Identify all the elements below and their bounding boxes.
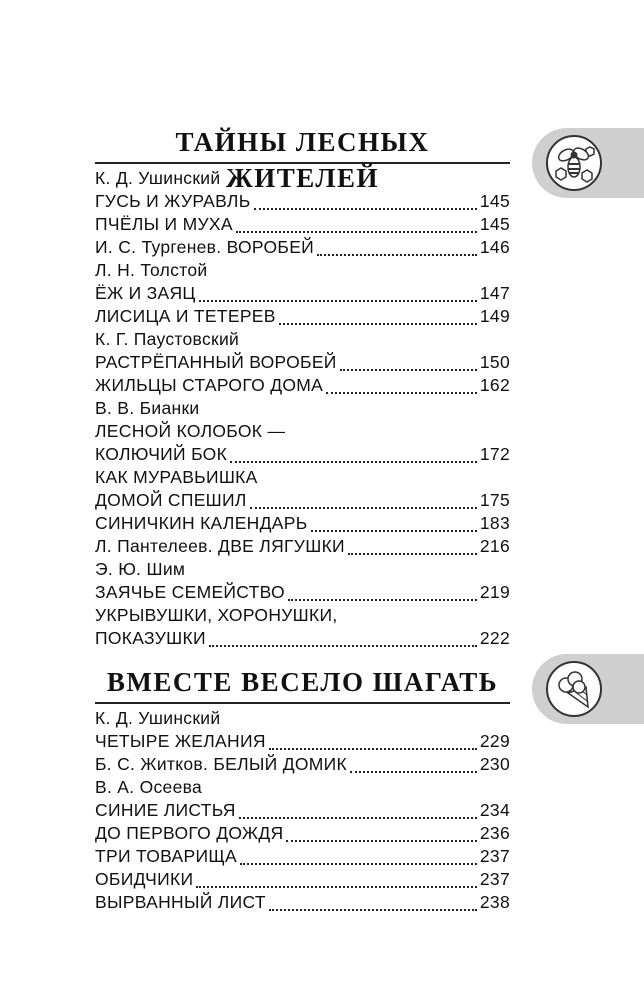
toc-entry-page: 237	[479, 869, 510, 889]
toc-entry	[95, 707, 510, 730]
toc-entry	[95, 305, 510, 328]
toc-entry-title: КАК МУРАВЬИШКА	[95, 467, 258, 487]
dot-leader	[239, 817, 477, 819]
toc-entry-title: РАСТРЁПАННЫЙ ВОРОБЕЙ	[95, 352, 337, 372]
toc-entry	[95, 328, 510, 351]
toc-entry-title: Л. Пантелеев. ДВЕ ЛЯГУШКИ	[95, 536, 345, 556]
toc-entry	[95, 581, 510, 604]
dot-leader	[250, 507, 477, 509]
toc-entry-title: ПЧЁЛЫ И МУХА	[95, 214, 233, 234]
toc-entry	[95, 776, 510, 799]
toc-entry-page: 183	[479, 513, 510, 533]
toc-entry-title: ЛИСИЦА И ТЕТЕРЕВ	[95, 306, 276, 326]
toc-entry-page: 147	[479, 283, 510, 303]
toc-entry	[95, 845, 510, 868]
toc-entry	[95, 259, 510, 282]
toc-entry-page: 150	[479, 352, 510, 372]
dot-leader	[317, 254, 477, 256]
dot-leader	[236, 231, 477, 233]
dot-leader	[254, 208, 477, 210]
toc-entry	[95, 868, 510, 891]
toc-entry	[95, 374, 510, 397]
toc-entry-page: 236	[479, 823, 510, 843]
toc-entry	[95, 799, 510, 822]
toc-entry-page: 222	[479, 628, 510, 648]
toc-entry-page: 145	[479, 214, 510, 234]
toc-entry-title: ЛЕСНОЙ КОЛОБОК —	[95, 421, 286, 441]
section-tab	[532, 128, 644, 198]
dot-leader	[230, 461, 477, 463]
toc-entry-title: К. Д. Ушинский	[95, 168, 221, 188]
toc-entry	[95, 213, 510, 236]
title-divider	[95, 702, 510, 704]
toc-entry-page: 219	[479, 582, 510, 602]
toc-entry-title: К. Г. Паустовский	[95, 329, 240, 349]
toc-entry	[95, 236, 510, 259]
dot-leader	[209, 645, 477, 647]
toc-entry	[95, 730, 510, 753]
dot-leader	[269, 909, 477, 911]
dot-leader	[340, 369, 477, 371]
dot-leader	[326, 392, 477, 394]
toc-entry	[95, 282, 510, 305]
toc-entry-title: Э. Ю. Шим	[95, 559, 186, 579]
toc-entry	[95, 627, 510, 650]
section-tab	[532, 654, 644, 724]
toc-entry-title: В. В. Бианки	[95, 398, 200, 418]
toc-entry-page: 230	[479, 754, 510, 774]
toc-entry-title: ЧЕТЫРЕ ЖЕЛАНИЯ	[95, 731, 266, 751]
dot-leader	[286, 840, 476, 842]
dot-leader	[348, 553, 477, 555]
toc-entry-page: 162	[479, 375, 510, 395]
section-title: ВМЕСТЕ ВЕСЕЛО ШАГАТЬ	[106, 667, 499, 697]
toc-entry-page: 229	[479, 731, 510, 751]
toc-entry-title: СИНИЕ ЛИСТЬЯ	[95, 800, 236, 820]
toc-entry-page: 175	[479, 490, 510, 510]
toc-entry-title: КОЛЮЧИЙ БОК	[95, 444, 228, 464]
dot-leader	[288, 599, 477, 601]
dot-leader	[199, 300, 477, 302]
toc-entry-title: СИНИЧКИН КАЛЕНДАРЬ	[95, 513, 308, 533]
toc-entry-title: В. А. Осеева	[95, 777, 203, 797]
dot-leader	[196, 886, 477, 888]
toc-entry-page: 238	[479, 892, 510, 912]
toc-entry-title: ЖИЛЬЦЫ СТАРОГО ДОМА	[95, 375, 324, 395]
toc-entry-page: 234	[479, 800, 510, 820]
toc-entry-title: И. С. Тургенев. ВОРОБЕЙ	[95, 237, 315, 257]
toc-entry-page: 216	[479, 536, 510, 556]
dot-leader	[240, 863, 477, 865]
toc-entry-title: Б. С. Житков. БЕЛЫЙ ДОМИК	[95, 754, 348, 774]
section-title: ТАЙНЫ ЛЕСНЫХ ЖИТЕЛЕЙ	[175, 127, 430, 193]
bee-icon	[546, 135, 602, 191]
toc-entry-title: ЗАЯЧЬЕ СЕМЕЙСТВО	[95, 582, 285, 602]
toc-entry-title: ТРИ ТОВАРИЩА	[95, 846, 238, 866]
toc-entry	[95, 466, 510, 489]
toc-entry-title: ОБИДЧИКИ	[95, 869, 194, 889]
toc-entry-page: 237	[479, 846, 510, 866]
toc-entry-title: ВЫРВАННЫЙ ЛИСТ	[95, 892, 266, 912]
toc-entry-title: УКРЫВУШКИ, ХОРОНУШКИ,	[95, 605, 338, 625]
toc-entry	[95, 558, 510, 581]
toc-entry	[95, 535, 510, 558]
dot-leader	[269, 748, 477, 750]
toc-entry	[95, 822, 510, 845]
toc-list	[95, 707, 510, 914]
toc-entry-page: 172	[479, 444, 510, 464]
toc-entry-page: 146	[479, 237, 510, 257]
toc-entry-title: ГУСЬ И ЖУРАВЛЬ	[95, 191, 251, 211]
section-forest-secrets	[95, 124, 510, 650]
toc-entry	[95, 489, 510, 512]
toc-entry-title: ДОМОЙ СПЕШИЛ	[95, 490, 247, 510]
toc-entry	[95, 397, 510, 420]
toc-entry	[95, 443, 510, 466]
toc-list	[95, 167, 510, 650]
toc-entry	[95, 753, 510, 776]
ice-cream-icon	[546, 661, 602, 717]
dot-leader	[279, 323, 477, 325]
toc-entry-title: ПОКАЗУШКИ	[95, 628, 206, 648]
toc-entry-title: ДО ПЕРВОГО ДОЖДЯ	[95, 823, 284, 843]
toc-entry-title: К. Д. Ушинский	[95, 708, 221, 728]
dot-leader	[311, 530, 477, 532]
toc-entry-title: Л. Н. Толстой	[95, 260, 208, 280]
dot-leader	[350, 771, 477, 773]
section-walking-together	[95, 664, 510, 914]
toc-entry	[95, 512, 510, 535]
toc-entry	[95, 604, 510, 627]
toc-entry-title: ЁЖ И ЗАЯЦ	[95, 283, 196, 303]
toc-entry-page: 149	[479, 306, 510, 326]
toc-entry	[95, 351, 510, 374]
toc-entry	[95, 891, 510, 914]
toc-entry	[95, 420, 510, 443]
toc-entry-page: 145	[479, 191, 510, 211]
